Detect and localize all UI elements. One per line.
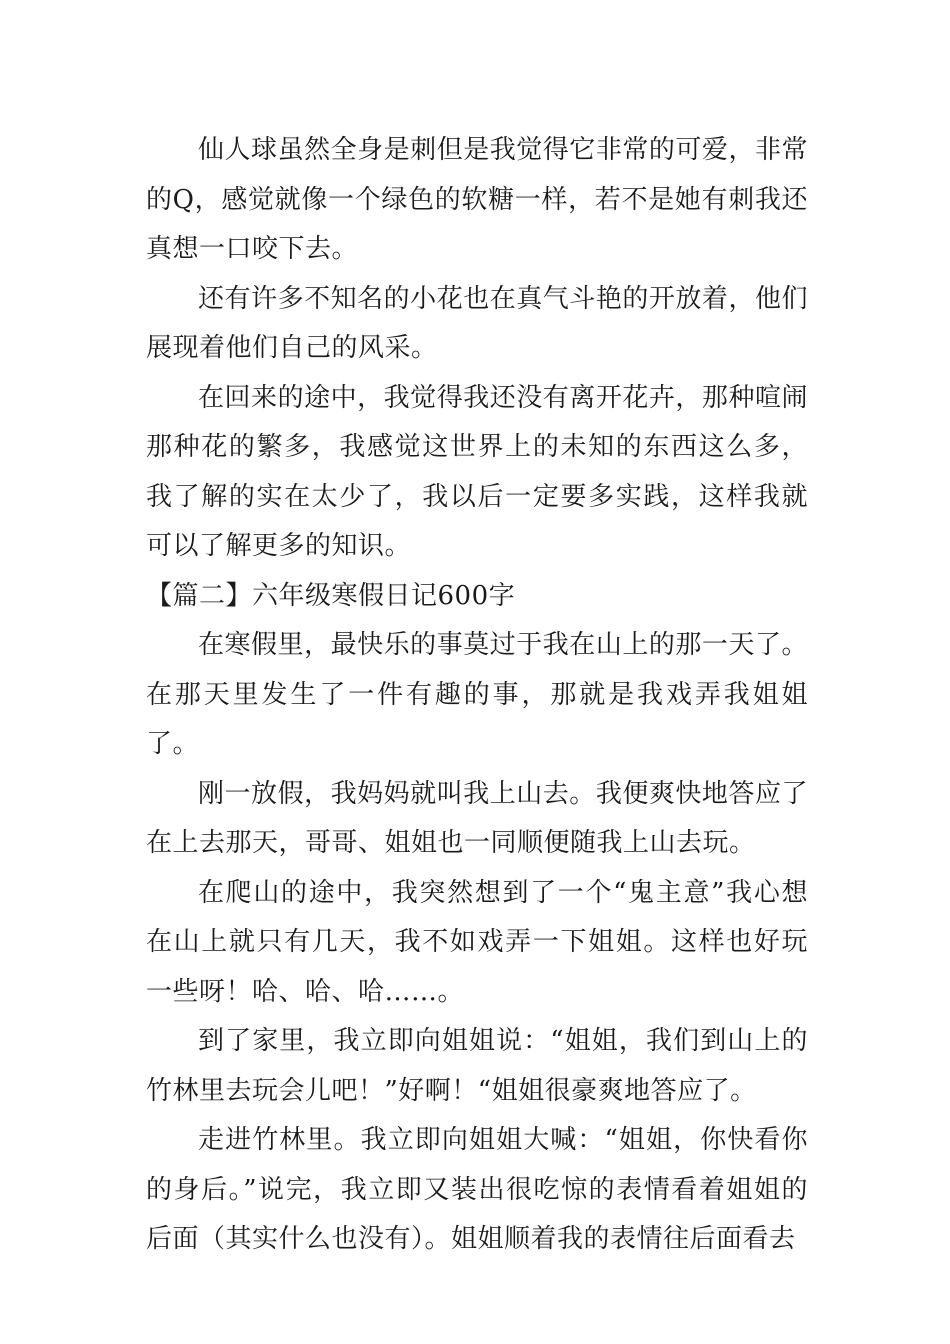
paragraph: 刚一放假，我妈妈就叫我上山去。我便爽快地答应了在上去那天，哥哥、姐姐也一同顺便随我上山去玩。 xyxy=(146,778,808,858)
paragraph: 到了家里，我立即向姐姐说：“姐姐，我们到山上的竹林里去玩会儿吧！”好啊！“姐姐很豪爽地答应了。 xyxy=(146,1026,808,1106)
paragraph: 还有许多不知名的小花也在真气斗艳的开放着，他们展现着他们自己的风采。 xyxy=(146,283,808,363)
paragraph: 在回来的途中，我觉得我还没有离开花卉，那种喧闹那种花的繁多，我感觉这世界上的未知的东西这么多，我了解的实在太少了，我以后一定要多实践，这样我就可以了解更多的知识。 xyxy=(146,382,808,561)
paragraph: 走进竹林里。我立即向姐姐大喊：“姐姐，你快看你的身后。”说完，我立即又装出很吃惊的表情看着姐姐的后面（其实什么也没有）。姐姐顺着我的表情往后面看去 xyxy=(146,1125,808,1254)
paragraph: 在爬山的途中，我突然想到了一个“鬼主意”我心想在山上就只有几天，我不如戏弄一下姐姐。这样也好玩一些呀！哈、哈、哈……。 xyxy=(146,877,808,1007)
section-heading: 【篇二】六年级寒假日记600字 xyxy=(146,580,516,611)
document-page xyxy=(146,126,808,1265)
paragraph: 在寒假里，最快乐的事莫过于我在山上的那一天了。在那天里发生了一件有趣的事，那就是我戏弄我姐姐了。 xyxy=(146,630,808,759)
paragraph: 仙人球虽然全身是刺但是我觉得它非常的可爱，非常的Q，感觉就像一个绿色的软糖一样，若不是她有刺我还真想一口咬下去。 xyxy=(146,135,808,264)
